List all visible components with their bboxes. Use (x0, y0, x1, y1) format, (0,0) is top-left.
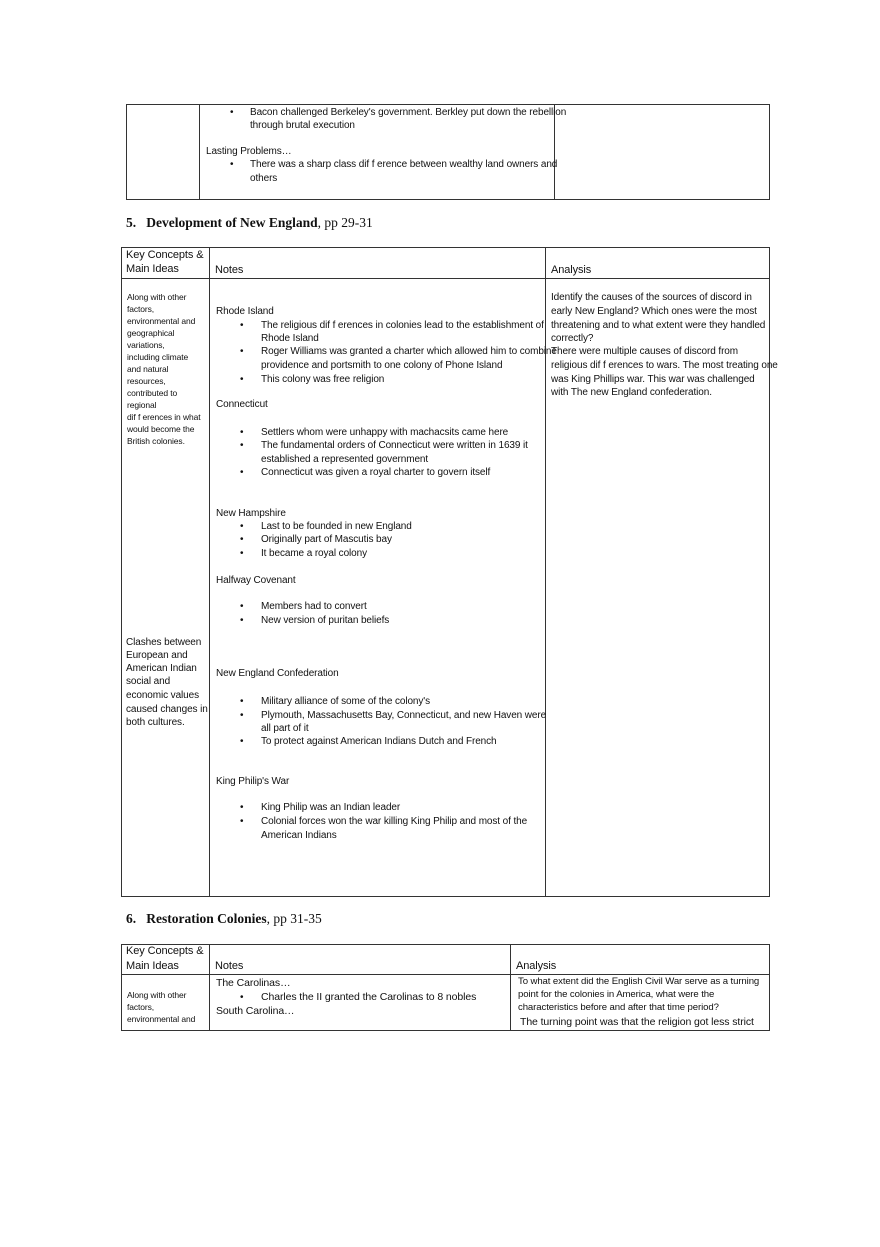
notes-heading: New England Confederation (216, 668, 339, 679)
notes-line: Connecticut was given a royal charter to govern itself (261, 467, 491, 478)
notes-heading: King Philip's War (216, 776, 290, 787)
notes-heading: Halfway Covenant (216, 575, 296, 586)
section-5-col-divider-1 (209, 247, 210, 897)
notes-line: American Indians (261, 830, 337, 841)
notes-heading: The Carolinas… (216, 977, 291, 989)
notes-line: Members had to convert (261, 601, 367, 612)
bullet: • (240, 696, 244, 707)
notes-line: providence and portsmith to one colony of Phone Island (261, 360, 503, 371)
top-table-divider-1 (199, 104, 200, 200)
bullet: • (240, 374, 244, 385)
section-5-heading (126, 215, 373, 231)
analysis-answer: The turning point was that the religion got less strict (520, 1016, 754, 1028)
analysis-header: Analysis (516, 960, 557, 972)
notes-line: established a represented government (261, 454, 429, 465)
notes-line: Last to be founded in new England (261, 521, 412, 532)
notes-line: Military alliance of some of the colony's (261, 696, 430, 707)
notes-heading: South Carolina… (216, 1005, 295, 1017)
bullet: • (240, 440, 244, 451)
bullet: • (240, 534, 244, 545)
notes-line: through brutal execution (250, 120, 355, 131)
notes-line: Charles the II granted the Carolinas to 8 nobles (261, 991, 477, 1003)
notes-line: This colony was free religion (261, 374, 385, 385)
bullet: • (230, 159, 234, 170)
bullet: • (240, 521, 244, 532)
bullet: • (240, 601, 244, 612)
notes-line: To protect against American Indians Dutch and French (261, 736, 497, 747)
bullet: • (240, 992, 244, 1003)
section-5-header-rule (121, 278, 770, 279)
section-pages: , pp 31-35 (266, 911, 322, 926)
section-6-col-divider-1 (209, 944, 210, 1031)
notes-line: New version of puritan beliefs (261, 615, 390, 626)
bullet: • (240, 816, 244, 827)
notes-line: Plymouth, Massachusetts Bay, Connecticut, and new Haven were (261, 710, 547, 721)
key-concepts-header: Key Concepts & (126, 945, 204, 957)
notes-line: It became a royal colony (261, 548, 367, 559)
section-title: Development of New England (146, 215, 318, 230)
bullet: • (240, 427, 244, 438)
notes-header: Notes (215, 264, 244, 276)
section-6-heading (126, 911, 322, 927)
notes-line: The religious dif f erences in colonies lead to the establishment of (261, 320, 544, 331)
section-title: Restoration Colonies (146, 911, 267, 926)
bullet: • (240, 346, 244, 357)
notes-header: Notes (215, 960, 244, 972)
key-concepts-header: Key Concepts & (126, 249, 204, 261)
bullet: • (240, 320, 244, 331)
notes-heading: Lasting Problems… (206, 146, 292, 157)
notes-line: Rhode Island (261, 333, 319, 344)
section-number: 6. (126, 911, 137, 926)
bullet: • (240, 615, 244, 626)
bullet: • (240, 710, 244, 721)
section-number: 5. (126, 215, 137, 230)
bullet: • (240, 736, 244, 747)
notes-line: Colonial forces won the war killing King Philip and most of the (261, 816, 528, 827)
key-concepts-header: Main Ideas (126, 960, 179, 972)
section-6-col-divider-2 (510, 944, 511, 1031)
notes-line: Bacon challenged Berkeley's government. Berkley put down the rebellion (250, 107, 567, 118)
bullet: • (240, 548, 244, 559)
key-concepts-header: Main Ideas (126, 263, 179, 275)
notes-heading: Rhode Island (216, 306, 274, 317)
notes-heading: New Hampshire (216, 508, 286, 519)
notes-line: Settlers whom were unhappy with machacsits came here (261, 427, 509, 438)
section-pages: , pp 29-31 (317, 215, 373, 230)
notes-line: others (250, 173, 278, 184)
notes-heading: Connecticut (216, 399, 268, 410)
notes-line: Roger Williams was granted a charter which allowed him to combine (261, 346, 557, 357)
notes-line: all part of it (261, 723, 309, 734)
analysis-header: Analysis (551, 264, 592, 276)
notes-line: There was a sharp class dif f erence between wealthy land owners and (250, 159, 558, 170)
bullet: • (240, 467, 244, 478)
notes-line: King Philip was an Indian leader (261, 802, 401, 813)
bullet: • (240, 802, 244, 813)
notes-line: The fundamental orders of Connecticut were written in 1639 it (261, 440, 528, 451)
bullet: • (230, 107, 234, 118)
notes-line: Originally part of Mascutis bay (261, 534, 392, 545)
